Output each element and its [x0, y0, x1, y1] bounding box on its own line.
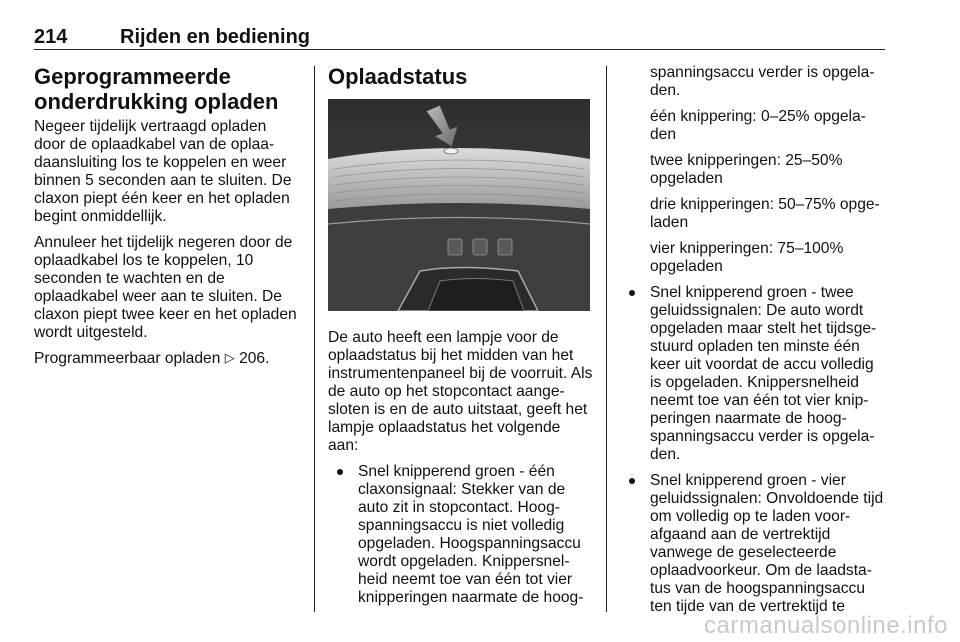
list-item: [328, 463, 594, 607]
list-item: [620, 472, 886, 616]
cross-reference[interactable]: [34, 350, 300, 368]
rate-two-flashes: twee knipperingen: 25–50% opgeladen: [650, 152, 843, 187]
section-heading-override: Geprogrammeerde onderdrukking opladen: [34, 64, 279, 114]
page-number: 214: [34, 26, 68, 48]
paragraph-override-start: Negeer tijdelijk vertraagd opladen door de oplaadkabel van de oplaa-daansluiting los te koppelen en weer binnen 5 seconden aan te sluiten. De claxon piept één keer en het opladen begint onmiddellijk.: [34, 118, 292, 225]
rate-one-flash: één knippering: 0–25% opgela-den: [650, 108, 866, 143]
list-item-text: Snel knipperend groen - vier geluidssignalen: Onvoldoende tijd om volledig op te laden voor-afgaand aan de vertrektijd vanwege de geselecteerde oplaadvoorkeur. Om de laadsta-tus van de hoogspanningsaccu ten tijde van de vertrektijd te: [650, 472, 884, 615]
list-item: [620, 284, 886, 464]
left-column: [34, 64, 300, 376]
continued-text: spanningsaccu verder is opgela-den.: [650, 64, 875, 99]
arrow-reference-icon: ▷: [224, 350, 235, 365]
rate-three-flashes: drie knipperingen: 50–75% opge-laden: [650, 196, 880, 231]
right-column: [620, 64, 886, 624]
charge-status-list-continued: [620, 284, 886, 616]
column-divider-left: [314, 66, 315, 612]
charge-status-intro: De auto heeft een lampje voor de oplaadstatus bij het midden van het instrumentenpaneel bij de voorruit. Als de auto op het stopcontact aange-sloten is en de auto uitstaat, geeft het lampje oplaadstatus het volgende aan:: [328, 329, 593, 454]
list-item-text: Snel knipperend groen - twee geluidssignalen: De auto wordt opgeladen maar stelt het tijdsge-stuurd opladen ten minste één keer uit voordat de accu volledig is opgeladen. Knippersnelheid neemt toe van één tot vier knip-peringen naarmate de hoog-spanningsaccu verder is opgela-den.: [650, 284, 877, 463]
paragraph-override-cancel: Annuleer het tijdelijk negeren door de oplaadkabel los te koppelen, 10 seconden te wachten en de oplaadkabel weer aan te sluiten. De claxon piept twee keer en het opladen wordt uitgesteld.: [34, 234, 297, 341]
cross-reference-text: Programmeerbaar opladen: [34, 350, 221, 367]
site-watermark: carmanualsonline.info: [704, 612, 948, 639]
cross-reference-page: 206.: [239, 350, 270, 367]
list-item-text: Snel knipperend groen - één claxonsignaal: Stekker van de auto zit in stopcontact. Hoog-spanningsaccu is niet volledig opgeladen. Hoogspanningsaccu wordt opgeladen. Knippersnel-heid neemt toe van één tot vier knipperingen naarmate de hoog-: [358, 463, 584, 606]
middle-column: [328, 64, 594, 615]
column-divider-right: [606, 66, 607, 612]
rate-four-flashes: vier knipperingen: 75–100% opgeladen: [650, 240, 844, 275]
dashboard-charge-indicator-illustration: [328, 99, 590, 311]
bullet-icon: [337, 469, 343, 475]
indicator-rates: [620, 64, 886, 276]
page-header: [34, 27, 885, 50]
charge-status-list: [328, 463, 594, 607]
chapter-title: Rijden en bediening: [120, 26, 311, 48]
section-heading-charge-status: Oplaadstatus: [328, 64, 468, 89]
bullet-icon: [629, 478, 635, 484]
bullet-icon: [629, 290, 635, 296]
